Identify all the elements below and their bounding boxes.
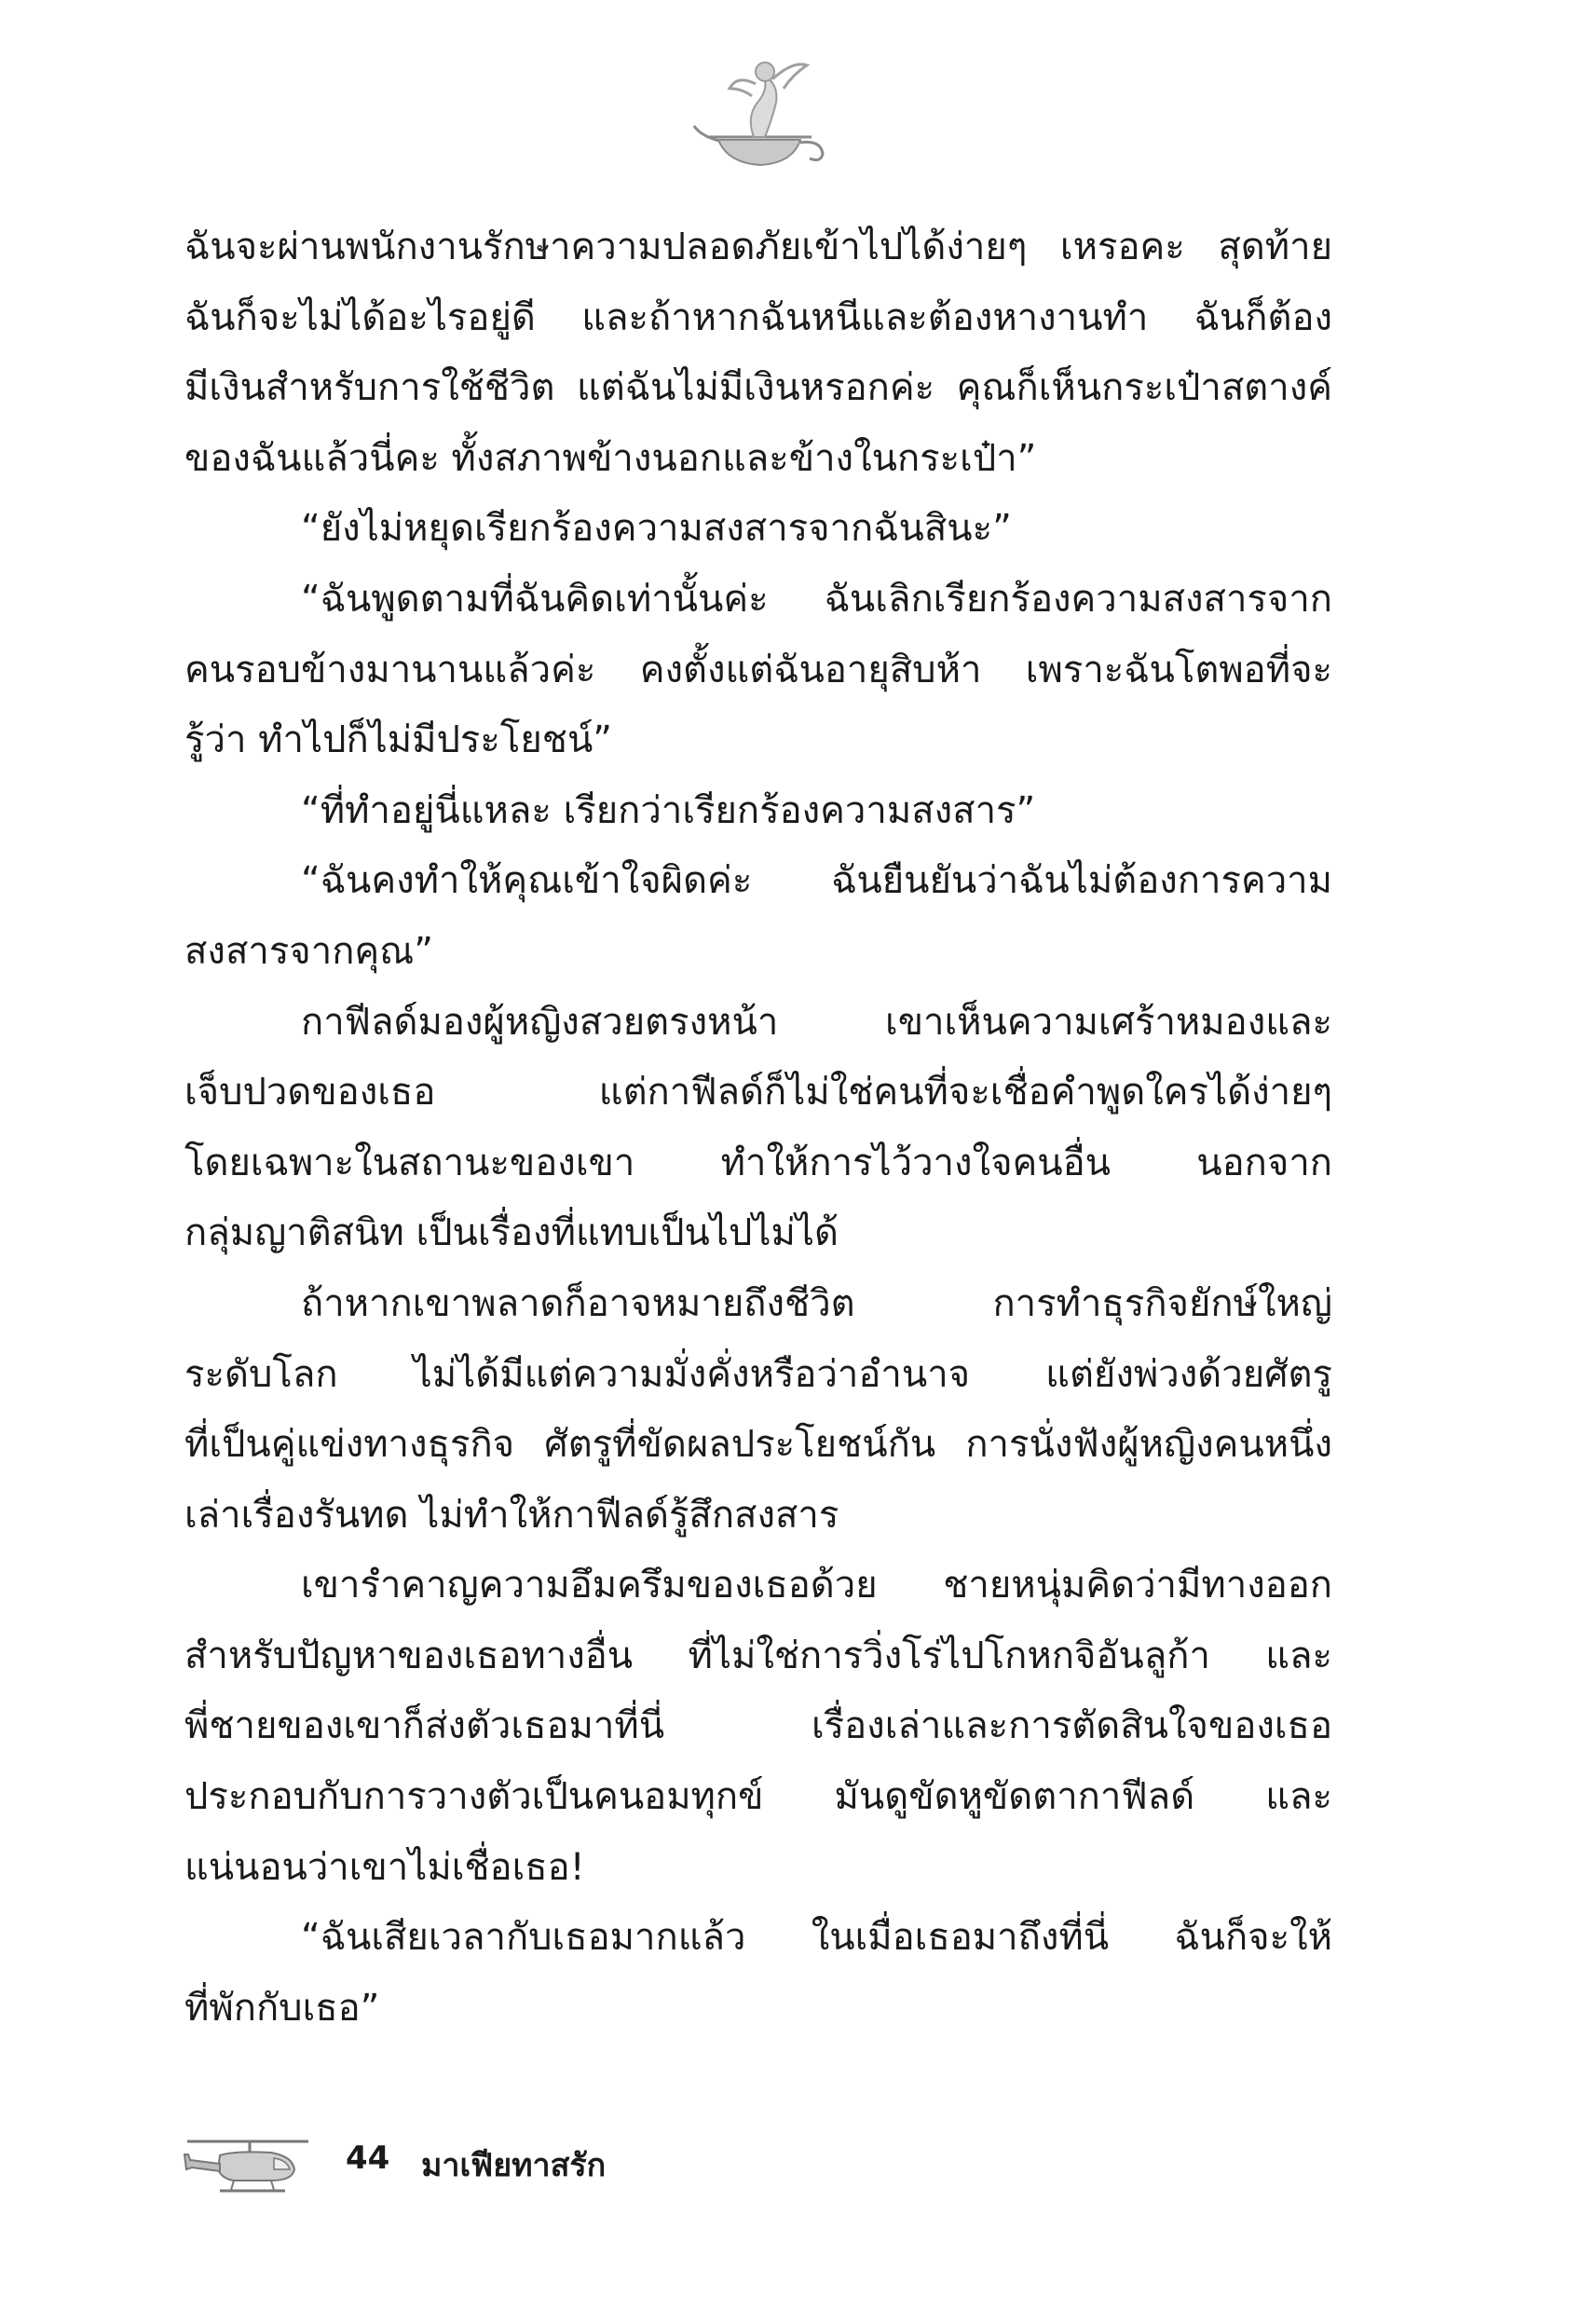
text-line: คนรอบข้างมานานแล้วค่ะ คงตั้งแต่ฉันอายุสิบห้า เพราะฉันโตพอที่จะ: [184, 648, 1332, 691]
text-line: ประกอบกับการวางตัวเป็นคนอมทุกข์ มันดูขัดหูขัดตากาฟีลด์ และ: [184, 1775, 1332, 1819]
text-line: ที่พักกับเธอ”: [184, 1986, 380, 2030]
text-line: รู้ว่า ทำไปก็ไม่มีประโยชน์”: [184, 718, 613, 762]
text-line: เขารำคาญความอึมครึมของเธอด้วย ชายหนุ่มคิดว่ามีทางออก: [301, 1564, 1332, 1607]
genie-lamp-icon: [690, 51, 830, 172]
text-line: ฉันก็จะไม่ได้อะไรอยู่ดี และถ้าหากฉันหนีและต้องหางานทำ ฉันก็ต้อง: [184, 295, 1332, 339]
text-line: “ฉันเสียเวลากับเธอมากแล้ว ในเมื่อเธอมาถึงที่นี่ ฉันก็จะให้: [301, 1916, 1332, 1960]
text-line: เล่าเรื่องรันทด ไม่ทำให้กาฟีลด์รู้สึกสงสาร: [184, 1493, 839, 1537]
text-line: ฉันจะผ่านพนักงานรักษาความปลอดภัยเข้าไปได้ง่ายๆ เหรอคะ สุดท้าย: [184, 226, 1332, 268]
text-line: แน่นอนว่าเขาไม่เชื่อเธอ!: [184, 1845, 585, 1889]
text-line: ระดับโลก ไม่ได้มีแต่ความมั่งคั่งหรือว่าอำนาจ แต่ยังพ่วงด้วยศัตรู: [184, 1352, 1332, 1396]
text-line: กลุ่มญาติสนิท เป็นเรื่องที่แทบเป็นไปไม่ได้: [184, 1211, 839, 1255]
page-number: 44: [346, 2140, 390, 2177]
helicopter-icon: [183, 2132, 313, 2197]
text-line: “ที่ทำอยู่นี่แหละ เรียกว่าเรียกร้องความสงสาร”: [301, 788, 1036, 832]
text-line: ถ้าหากเขาพลาดก็อาจหมายถึงชีวิต การทำธุรกิจยักษ์ใหญ่: [301, 1281, 1332, 1325]
page-footer: [183, 2132, 835, 2197]
text-line: โดยเฉพาะในสถานะของเขา ทำให้การไว้วางใจคนอื่น นอกจาก: [184, 1141, 1332, 1184]
book-title: มาเฟียทาสรัก: [421, 2147, 607, 2184]
text-line: “ฉันคงทำให้คุณเข้าใจผิดค่ะ ฉันยืนยันว่าฉันไม่ต้องการความ: [301, 859, 1332, 903]
text-line: “ยังไม่หยุดเรียกร้องความสงสารจากฉันสินะ”: [301, 507, 1012, 551]
text-line: ของฉันแล้วนี่คะ ทั้งสภาพข้างนอกและข้างในกระเป๋า”: [184, 436, 1037, 480]
text-line: ที่เป็นคู่แข่งทางธุรกิจ ศัตรูที่ขัดผลประโยชน์กัน การนั่งฟังผู้หญิงคนหนึ่ง: [184, 1423, 1332, 1467]
text-line: มีเงินสำหรับการใช้ชีวิต แต่ฉันไม่มีเงินหรอกค่ะ คุณก็เห็นกระเป๋าสตางค์: [184, 366, 1332, 410]
text-line: สำหรับปัญหาของเธอทางอื่น ที่ไม่ใช่การวิ่งโร่ไปโกหกจิอันลูก้า และ: [184, 1634, 1332, 1677]
text-line: “ฉันพูดตามที่ฉันคิดเท่านั้นค่ะ ฉันเลิกเรียกร้องความสงสารจาก: [301, 577, 1332, 621]
text-line: สงสารจากคุณ”: [184, 929, 434, 973]
body-text: [184, 212, 1332, 2044]
text-line: เจ็บปวดของเธอ แต่กาฟีลด์ก็ไม่ใช่คนที่จะเชื่อคำพูดใครได้ง่ายๆ: [184, 1071, 1332, 1114]
text-line: กาฟีลด์มองผู้หญิงสวยตรงหน้า เขาเห็นความเศร้าหมองและ: [301, 1000, 1332, 1044]
text-line: พี่ชายของเขาก็ส่งตัวเธอมาที่นี่ เรื่องเล่าและการตัดสินใจของเธอ: [184, 1704, 1332, 1748]
